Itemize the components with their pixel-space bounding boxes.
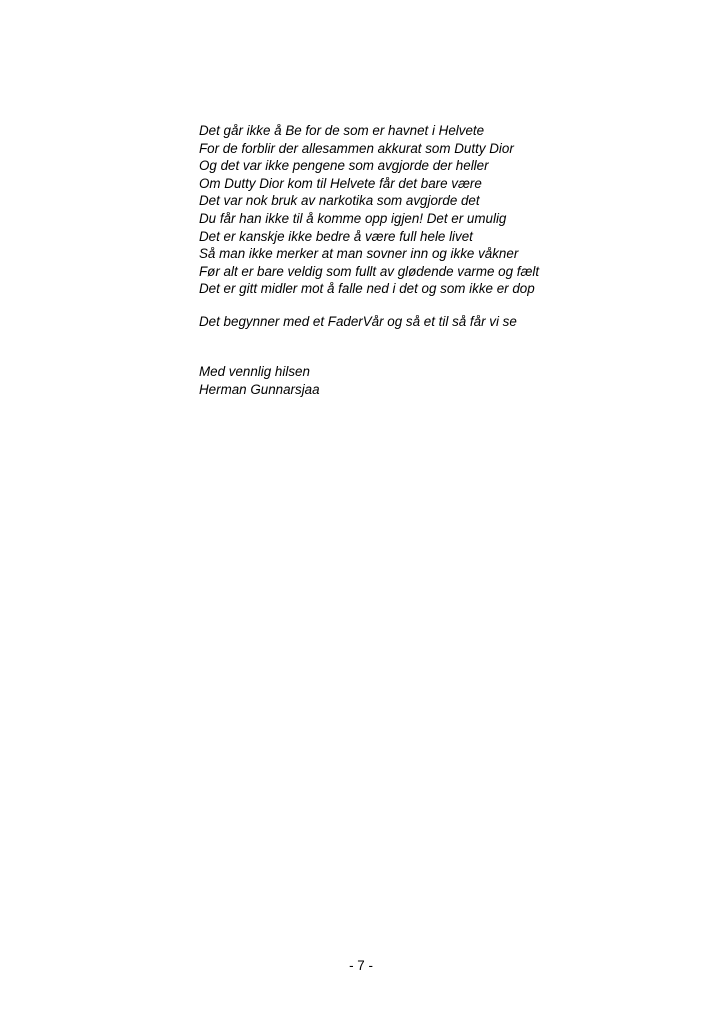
poem-line-9: Før alt er bare veldig som fullt av glødende varme og fælt [199,263,540,279]
poem-line-2: For de forblir der allesammen akkurat som Dutty Dior [199,140,514,156]
poem-line-8: Så man ikke merker at man sovner inn og ikke våkner [199,246,519,262]
poem-line-3: Og det var ikke pengene som avgjorde der heller [199,158,489,174]
poem-line-10: Det er gitt midler mot å falle ned i det og som ikke er dop [199,281,535,297]
poem-line-5: Det var nok bruk av narkotika som avgjorde det [199,193,480,209]
signature-name: Herman Gunnarsjaa [199,381,320,397]
page-number: - 7 - [349,958,373,973]
poem-line-6: Du får han ikke til å komme opp igjen! Det er umulig [199,210,507,226]
poem-stanza [199,122,539,298]
poem-closing-line: Det begynner med et FaderVår og så et til så får vi se [199,314,517,329]
poem-line-1: Det går ikke å Be for de som er havnet i Helvete [199,123,485,138]
poem-line-4: Om Dutty Dior kom til Helvete får det bare være [199,175,482,191]
poem-closing [199,313,517,331]
poem-line-7: Det er kanskje ikke bedre å være full hele livet [199,228,473,244]
signature-block [199,363,320,398]
signature-greeting: Med vennlig hilsen [199,364,310,379]
